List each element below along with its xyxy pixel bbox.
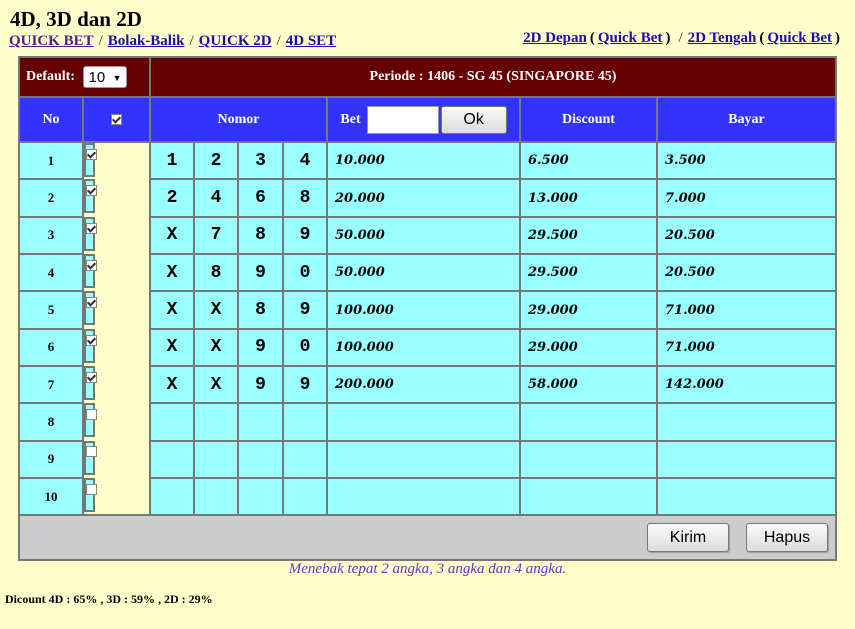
digit-4 [283,478,327,515]
digit-2: 2 [194,142,238,179]
digit-3: 8 [238,291,283,328]
bayar-value: 71.000 [657,291,836,328]
nav-right: 2D Depan ( Quick Bet ) / 2D Tengah ( Quick Bet ) [523,30,840,46]
header-bayar: Bayar [657,97,836,142]
bet-value [327,478,520,515]
digit-4: 9 [283,291,327,328]
discount-value [520,441,657,478]
row-checkbox[interactable] [86,223,97,234]
digit-4: 9 [283,217,327,254]
digit-3: 9 [238,329,283,366]
row-checkbox[interactable] [86,372,97,383]
bayar-value: 20.500 [657,217,836,254]
discount-value: 29.000 [520,329,657,366]
row-checkbox-cell [84,291,95,325]
nav-2d-tengah-quick-bet-link[interactable]: Quick Bet [767,30,832,46]
discount-value: 29.500 [520,217,657,254]
digit-2 [194,403,238,440]
bet-value: 20.000 [327,179,520,216]
bet-table [18,56,837,561]
table-row [19,366,836,403]
digit-1: 2 [150,179,194,216]
row-number: 5 [19,291,83,328]
nav-quick-bet-link[interactable]: QUICK BET [9,33,94,49]
row-number: 2 [19,179,83,216]
row-number: 8 [19,403,83,440]
digit-4: 0 [283,329,327,366]
select-all-checkbox[interactable] [111,114,122,125]
digit-4: 9 [283,366,327,403]
digit-2: 4 [194,179,238,216]
discount-value: 58.000 [520,366,657,403]
bet-value: 50.000 [327,217,520,254]
row-number: 6 [19,329,83,366]
digit-2: 8 [194,254,238,291]
table-row [19,441,836,478]
digit-4: 0 [283,254,327,291]
digit-2: 7 [194,217,238,254]
digit-2 [194,478,238,515]
digit-1 [150,478,194,515]
digit-1: X [150,254,194,291]
bayar-value [657,441,836,478]
bet-value: 50.000 [327,254,520,291]
bayar-value: 71.000 [657,329,836,366]
digit-1: X [150,217,194,254]
table-row [19,403,836,440]
digit-4: 4 [283,142,327,179]
nav-left: QUICK BET / Bolak-Balik / QUICK 2D / 4D SET [9,33,337,49]
row-number: 10 [19,478,83,515]
digit-3: 9 [238,254,283,291]
row-checkbox-cell [84,217,95,251]
bet-value: 10.000 [327,142,520,179]
row-number: 4 [19,254,83,291]
digit-3: 3 [238,142,283,179]
row-number: 7 [19,366,83,403]
bet-value: 100.000 [327,329,520,366]
bayar-value: 3.500 [657,142,836,179]
row-checkbox-cell [84,478,95,512]
digit-3: 6 [238,179,283,216]
nav-bolak-balik-link[interactable]: Bolak-Balik [107,33,185,49]
digit-3 [238,478,283,515]
digit-2: X [194,291,238,328]
bayar-value [657,478,836,515]
bet-input[interactable] [367,106,439,134]
kirim-button[interactable]: Kirim [647,523,729,552]
default-label: Default: [26,69,75,85]
header-bet: Bet Ok [327,97,520,142]
row-checkbox[interactable] [86,446,97,457]
digit-1: X [150,366,194,403]
row-checkbox-cell [84,179,95,213]
chevron-down-icon: ▼ [112,73,122,84]
digit-4: 8 [283,179,327,216]
digit-4 [283,403,327,440]
header-nomor: Nomor [150,97,327,142]
discount-value [520,403,657,440]
nav-4d-set-link[interactable]: 4D SET [285,33,337,49]
bet-value: 100.000 [327,291,520,328]
digit-1 [150,441,194,478]
bayar-value [657,403,836,440]
row-checkbox-cell [84,441,95,475]
digit-2 [194,441,238,478]
row-checkbox[interactable] [86,149,97,160]
row-number: 3 [19,217,83,254]
digit-3: 9 [238,366,283,403]
row-checkbox[interactable] [86,409,97,420]
page-title: 4D, 3D dan 2D [10,7,142,31]
discount-value [520,478,657,515]
row-checkbox-cell [84,254,95,288]
discount-value: 6.500 [520,142,657,179]
discount-note: Dicount 4D : 65% , 3D : 59% , 2D : 29% [5,592,213,606]
nav-2d-tengah-link[interactable]: 2D Tengah [687,30,757,46]
periode-header: Periode : 1406 - SG 45 (SINGAPORE 45) [150,57,836,97]
digit-1: X [150,329,194,366]
table-row [19,329,836,366]
table-row [19,179,836,216]
row-checkbox-cell [84,143,95,177]
digit-2: X [194,366,238,403]
digit-3: 8 [238,217,283,254]
header-discount: Discount [520,97,657,142]
discount-value: 13.000 [520,179,657,216]
row-number: 9 [19,441,83,478]
default-select[interactable]: 10 ▼ [83,66,127,88]
table-row [19,291,836,328]
nav-2d-depan-link[interactable]: 2D Depan [523,30,587,46]
bayar-value: 20.500 [657,254,836,291]
digit-3 [238,441,283,478]
digit-3 [238,403,283,440]
row-number: 1 [19,142,83,179]
row-checkbox[interactable] [86,484,97,495]
table-row [19,217,836,254]
row-checkbox-cell [84,366,95,400]
row-checkbox[interactable] [86,335,97,346]
default-cell [19,57,150,97]
digit-1: 1 [150,142,194,179]
ok-button[interactable]: Ok [441,106,507,134]
header-checkbox-cell [83,97,150,142]
digit-4 [283,441,327,478]
hint-text: Menebak tepat 2 angka, 3 angka dan 4 angka. [288,561,567,577]
bet-value [327,403,520,440]
hapus-button[interactable]: Hapus [746,523,828,552]
bet-value [327,441,520,478]
discount-value: 29.000 [520,291,657,328]
nav-2d-depan-quick-bet-link[interactable]: Quick Bet [597,30,663,46]
bet-value: 200.000 [327,366,520,403]
digit-1: X [150,291,194,328]
row-checkbox[interactable] [86,297,97,308]
table-row [19,254,836,291]
bayar-value: 142.000 [657,366,836,403]
discount-value: 29.500 [520,254,657,291]
header-no: No [19,97,83,142]
row-checkbox[interactable] [86,260,97,271]
table-row [19,478,836,515]
footer-actions [19,515,836,560]
row-checkbox[interactable] [86,185,97,196]
table-row [19,142,836,179]
row-checkbox-cell [84,403,95,437]
nav-quick-2d-link[interactable]: QUICK 2D [198,33,272,49]
digit-1 [150,403,194,440]
bayar-value: 7.000 [657,179,836,216]
row-checkbox-cell [84,329,95,363]
digit-2: X [194,329,238,366]
